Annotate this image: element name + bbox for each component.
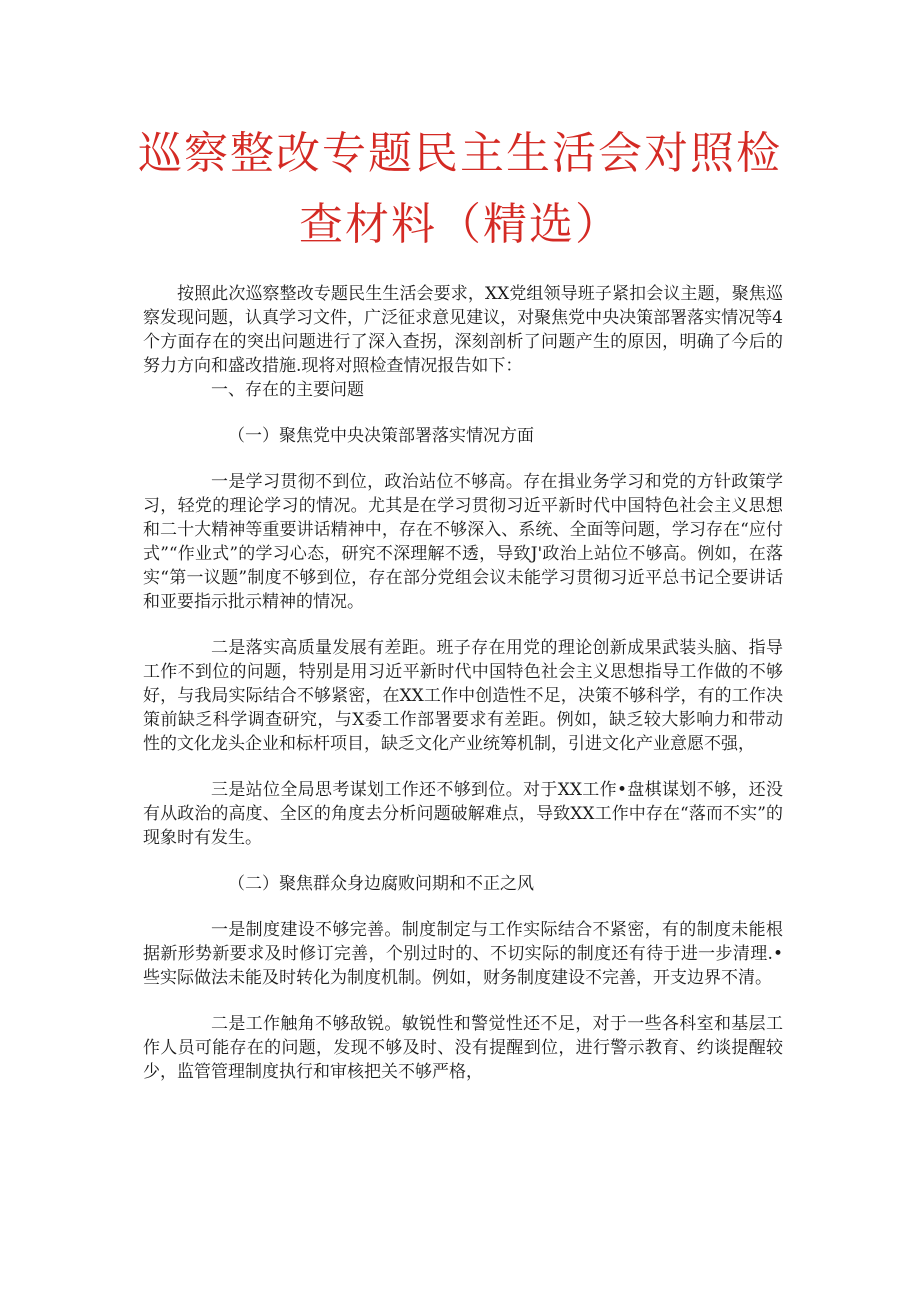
intro-paragraph: 按照此次巡察整改专题民生生活会要求，XX党组领导班子紧扣会议主题，聚焦巡察发现问题，认真学习文件，广泛征求意见建议，对聚焦党中央决策部署落实情况等4个方面存在的突出问题进行了深入查拐，深刻剖析了问题产生的原因，明确了今后的努力方向和盛改措施.现将对照检查情况报告如下： (143, 284, 783, 376)
section-heading-1: 一、存在的主要问题 (211, 380, 364, 400)
issue-paragraph-3: 三是站位全局思考谋划工作还不够到位。对于XX工作•盘棋谋划不够，还没有从政治的高度、全区的角度去分析问题破解难点，导致XX工作中存在“落而不实”的现象时有发生。 (143, 780, 783, 848)
document-body (143, 282, 783, 1084)
issue-paragraph-2: 二是落实高质量发展有差距。班子存在用党的理论创新成果武装头脑、指导工作不到位的问题，特别是用习近平新时代中国特色社会主义思想指导工作做的不够好，与我局实际结合不够紧密，在XX工作中创造性不足，决策不够科学，有的工作决策前缺乏科学调查研究，与X委工作部署要求有差距。例如，缺乏较大影响力和带动性的文化龙头企业和标杆项目，缺乏文化产业统筹机制，引进文化产业意愿不强， (143, 638, 783, 754)
issue-paragraph-4: 一是制度建设不够完善。制度制定与工作实际结合不紧密，有的制度未能根据新形势新要求及时修订完善，个别过时的、不切实际的制度还有待于进一步清理.•些实际做法未能及时转化为制度机制。例如，财务制度建设不完善，开支边界不清。 (143, 920, 783, 988)
issue-paragraph-1: 一是学习贯彻不到位，政治站位不够高。存在揖业务学习和党的方针政策学习，轻党的理论学习的情况。尤其是在学习贯彻习近平新时代中国特色社会主义思想和二十大精神等重要讲话精神中，存在不够深入、系统、全面等问题，学习存在“应付式”“作业式”的学习心态，研究不深理解不透，导致J'政治上站位不够高。例如，在落实“第一议题”制度不够到位，存在部分党组会议未能学习贯彻习近平总书记仝要讲话和亚要指示批示精神的情况。 (143, 472, 783, 612)
subsection-heading-2: （二）聚焦群众身边腐败问期和不正之风 (228, 874, 534, 894)
subsection-heading-1: （一）聚焦党中央决策部署落实情况方面 (228, 426, 534, 446)
issue-paragraph-5: 二是工作触角不够敌锐。敏锐性和警觉性还不足，对于一些各科室和基层工作人员可能存在的问题，发现不够及时、没有提醒到位，进行警示教育、约谈提醒较少，监管管理制度执行和审核把关不够严格， (143, 1014, 783, 1082)
document-title-line-2: 查材料（精选） (299, 199, 621, 250)
document-title-line-1: 巡察整改专题民主生活会对照检 (138, 128, 782, 179)
